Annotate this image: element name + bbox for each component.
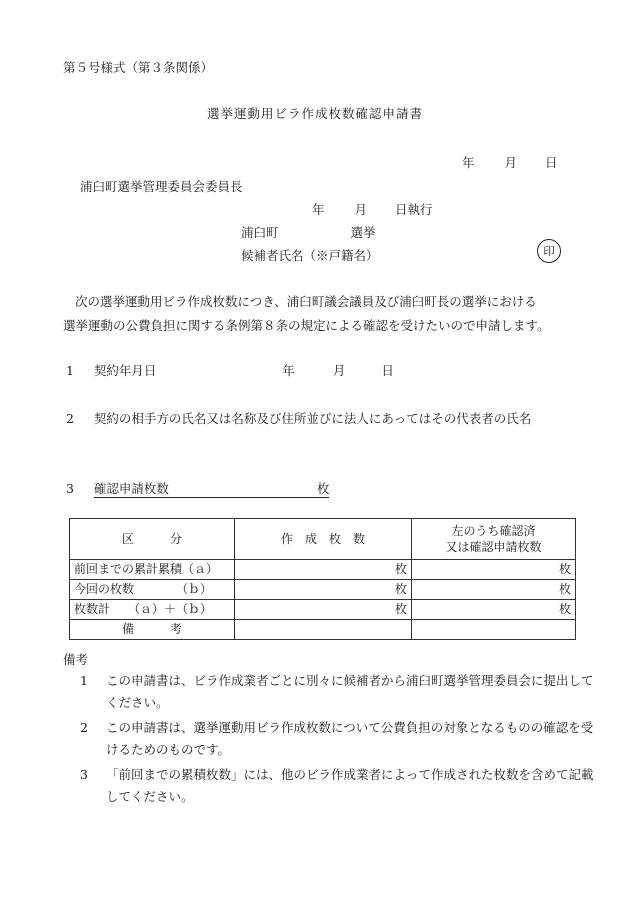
remark-number: 3 bbox=[80, 767, 88, 782]
table-row bbox=[70, 560, 576, 580]
table-row bbox=[70, 580, 576, 600]
item-contract-party bbox=[66, 409, 531, 427]
row-confirmed-unit: 枚 bbox=[412, 580, 576, 600]
row-count-unit: 枚 bbox=[235, 580, 412, 600]
seal-mark: 印 bbox=[537, 239, 561, 263]
table-remarks-row bbox=[70, 620, 576, 640]
remark-item bbox=[80, 717, 600, 761]
form-number: 第５号様式（第３条関係） bbox=[63, 60, 214, 75]
header-confirmed-line1: 左のうち確認済 bbox=[451, 524, 536, 538]
statement-line-1: 次の選挙運動用ビラ作成枚数につき、浦臼町議会議員及び浦臼町長の選挙における bbox=[75, 294, 537, 309]
election-year-label: 年 bbox=[312, 202, 325, 217]
remark-text: この申請書は、選挙運動用ビラ作成枚数について公費負担の対象となるものの確認を受けるためのものです。 bbox=[106, 720, 594, 757]
item3-number: 3 bbox=[66, 481, 74, 496]
remark-number: 2 bbox=[80, 720, 88, 735]
election-month-label: 月 bbox=[354, 202, 368, 217]
town-label: 浦臼町 bbox=[241, 225, 279, 240]
remarks-heading: 備考 bbox=[63, 652, 89, 667]
item2-number: 2 bbox=[66, 411, 74, 426]
election-day-exec-label: 日執行 bbox=[395, 202, 433, 217]
item1-year: 年 bbox=[282, 363, 295, 378]
row-confirmed-unit: 枚 bbox=[412, 560, 576, 580]
item3-label: 確認申請枚数 bbox=[93, 481, 169, 496]
table-row bbox=[70, 600, 576, 620]
row-label: 今回の枚数 （ｂ） bbox=[70, 580, 235, 600]
election-date-line bbox=[312, 200, 433, 218]
item1-day: 日 bbox=[381, 363, 394, 378]
row-count-unit: 枚 bbox=[235, 560, 412, 580]
election-label: 選挙 bbox=[350, 225, 376, 240]
date-day-label: 日 bbox=[545, 155, 558, 170]
remarks-list bbox=[80, 670, 600, 811]
remark-item bbox=[80, 764, 600, 808]
application-date-line bbox=[462, 153, 558, 171]
town-election-line bbox=[241, 223, 376, 241]
row-label: 前回までの累計累積（ａ） bbox=[70, 560, 235, 580]
statement-line-2: 選挙運動の公費負担に関する条例第８条の規定による確認を受けたいので申請します。 bbox=[63, 318, 550, 333]
header-category: 区 分 bbox=[70, 519, 235, 560]
remarks-row-label: 備 考 bbox=[70, 620, 235, 640]
date-month-label: 月 bbox=[504, 155, 518, 170]
requested-count-underline bbox=[94, 481, 330, 498]
application-statement bbox=[63, 290, 593, 338]
addressee: 浦臼町選挙管理委員会委員長 bbox=[80, 179, 243, 194]
remarks-count-cell bbox=[235, 620, 412, 640]
sheet-count-table bbox=[69, 518, 576, 640]
row-confirmed-unit: 枚 bbox=[412, 600, 576, 620]
row-label: 枚数計 （ａ）＋（ｂ） bbox=[70, 600, 235, 620]
header-count: 作 成 枚 数 bbox=[235, 519, 412, 560]
remark-text: この申請書は、ビラ作成業者ごとに別々に候補者から浦臼町選挙管理委員会に提出してください。 bbox=[106, 673, 594, 710]
item1-label: 契約年月日 bbox=[93, 363, 157, 378]
header-confirmed-line2: 又は確認申請枚数 bbox=[445, 540, 542, 554]
row-count-unit: 枚 bbox=[235, 600, 412, 620]
item3-unit: 枚 bbox=[316, 481, 330, 496]
item-contract-date bbox=[66, 361, 394, 379]
item2-label: 契約の相手方の氏名又は名称及び住所並びに法人にあってはその代表者の氏名 bbox=[93, 411, 532, 426]
item-requested-count bbox=[66, 479, 329, 497]
remark-number: 1 bbox=[80, 673, 88, 688]
remarks-confirmed-cell bbox=[412, 620, 576, 640]
item1-number: 1 bbox=[66, 363, 74, 378]
remark-item bbox=[80, 670, 600, 714]
date-year-label: 年 bbox=[462, 155, 475, 170]
remark-text: 「前回までの累積枚数」には、他のビラ作成業者によって作成された枚数を含めて記載してください。 bbox=[106, 767, 594, 804]
item1-month: 月 bbox=[332, 363, 346, 378]
table-header-row bbox=[70, 519, 576, 560]
candidate-name-label: 候補者氏名（※戸籍名） bbox=[241, 248, 379, 263]
header-confirmed bbox=[412, 519, 576, 560]
document-title: 選挙運動用ビラ作成枚数確認申請書 bbox=[206, 106, 423, 121]
